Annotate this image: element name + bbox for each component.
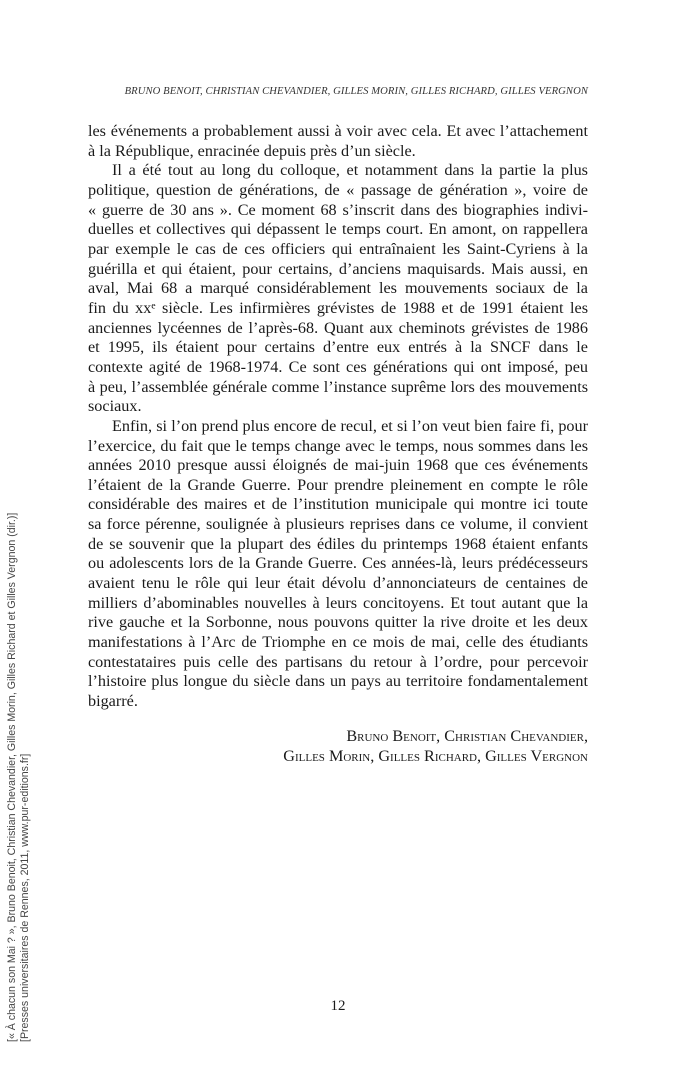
text-line: années 2010 presque aussi éloignés de mai-juin 1968 que ces événements (88, 456, 588, 475)
text-line: anciennes lycéennes de l’après-68. Quant aux cheminots grévistes de 1986 (88, 318, 588, 337)
signature-line-1: Bruno Benoit, Christian Chevandier, (346, 727, 588, 745)
text-line: bigarré. (88, 692, 138, 711)
text-line: contestataires puis celle des partisans du retour à l’ordre, pour percevoir (88, 652, 588, 671)
text-line: sa force pérenne, soulignée à plusieurs reprises dans ce volume, il convient (88, 515, 588, 534)
text-line: milliers d’abominables nouvelles à leurs concitoyens. Et tout autant que la (88, 593, 588, 612)
body-text (88, 122, 588, 712)
text-line: l’exercice, du fait que le temps change avec le temps, nous sommes dans les (88, 436, 588, 455)
text-line: rive gauche et la Sorbonne, nous pouvons quitter la rive droite et les deux (88, 613, 588, 632)
text-line: par exemple le cas de ces officiers qui entraînaient les Saint-Cyriens à la (88, 239, 588, 258)
text-line: de se souvenir que la plupart des édiles du printemps 1968 étaient enfants (88, 534, 588, 553)
text-line: duelles et collectives qui dépassent le temps court. En amont, on rappellera (88, 220, 588, 239)
side-citation-line-2: [Presses universitaires de Rennes, 2011, www.pur-editions.fr] (19, 753, 31, 1042)
text-line: contexte agité de 1968-1974. Ce sont ces générations qui ont imposé, peu (88, 357, 588, 376)
text-line: sociaux. (88, 397, 142, 416)
text-line: guérilla et qui étaient, pour certains, d’anciens maquisards. Mais aussi, en (88, 259, 588, 278)
text-line: considérable des maires et de l’institution municipale qui montre ici toute (88, 495, 588, 514)
side-citation-line-1: [« À chacun son Mai ? », Bruno Benoit, Christian Chevandier, Gilles Morin, Gilles Richard et Gilles Vergnon (dir.)] (6, 512, 18, 1042)
text-line: « guerre de 30 ans ». Ce moment 68 s’inscrit dans des biographies indivi- (88, 200, 588, 219)
text-line: l’étaient de la Grande Guerre. Pour prendre pleinement en compte le rôle (88, 475, 588, 494)
text-line: à la République, enracinée depuis près d’un siècle. (88, 141, 416, 160)
text-line: l’histoire plus longue du siècle dans un pays au territoire fondamentalement (88, 672, 588, 691)
running-head: BRUNO BENOIT, CHRISTIAN CHEVANDIER, GILLES MORIN, GILLES RICHARD, GILLES VERGNON (124, 86, 588, 97)
text-line: Il a été tout au long du colloque, et notamment dans la partie la plus (112, 161, 588, 180)
text-line: Enfin, si l’on prend plus encore de recul, et si l’on veut bien faire fi, pour (112, 416, 588, 435)
text-line: à peu, l’assemblée générale comme l’instance suprême lors des mouvements (88, 377, 588, 396)
text-line: avaient tenu le rôle qui leur était dévolu d’annonciateurs de centaines de (88, 574, 588, 593)
text-line: politique, question de générations, de « passage de génération », voire de (88, 180, 588, 199)
text-line: aval, Mai 68 a marqué considérablement les mouvements sociaux de la (88, 279, 588, 298)
text-line: ou adolescents lors de la Grande Guerre. Ces années-là, leurs prédécesseurs (88, 554, 588, 573)
page-number: 12 (330, 998, 346, 1014)
text-line: et 1995, ils étaient pour certains d’entre eux entrés à la SNCF dans le (88, 338, 588, 357)
signature-line-2: Gilles Morin, Gilles Richard, Gilles Vergnon (283, 747, 588, 765)
text-line: les événements a probablement aussi à voir avec cela. Et avec l’attachement (88, 122, 588, 140)
text-line: manifestations à l’Arc de Triomphe en ce mois de mai, celle des étudiants (88, 633, 588, 652)
text-line: fin du xxᵉ siècle. Les infirmières grévistes de 1988 et de 1991 étaient les (88, 298, 588, 317)
